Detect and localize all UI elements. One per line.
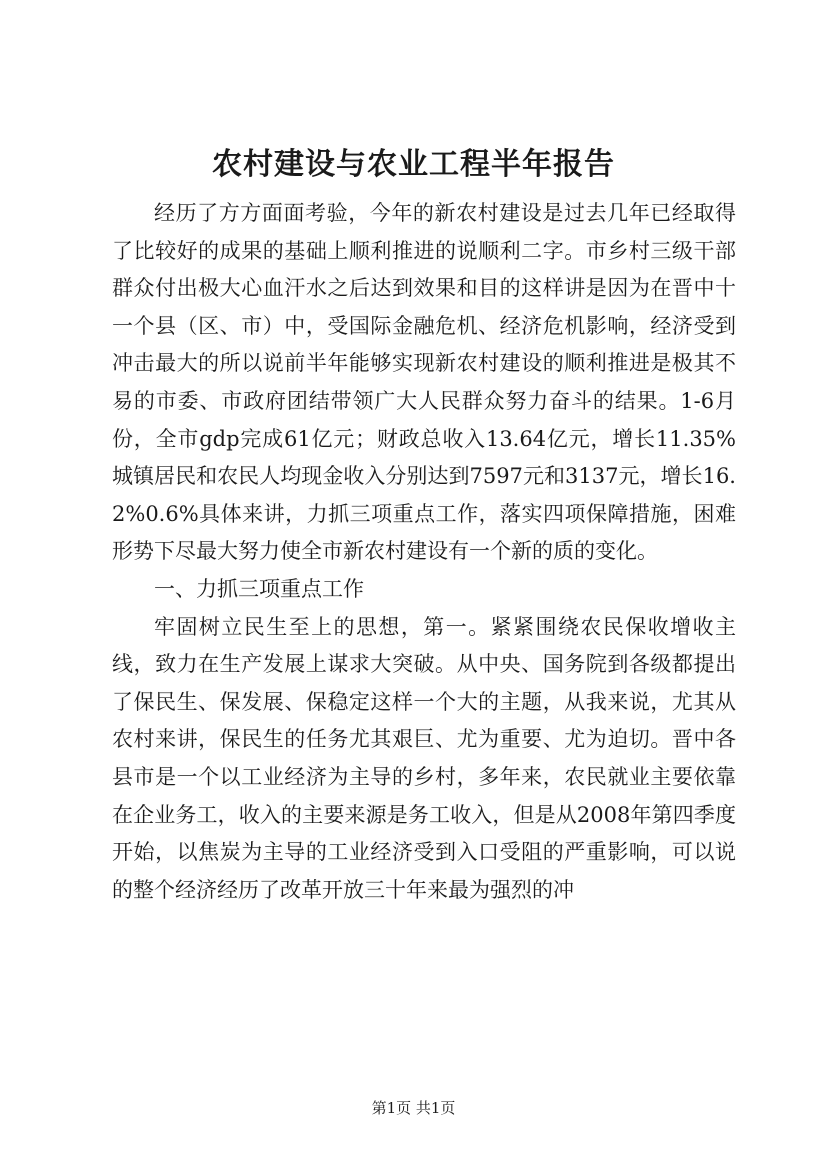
document-title: 农村建设与农业工程半年报告 [212, 147, 615, 182]
section-heading: 一、力抓三项重点工作 [154, 576, 364, 601]
paragraph-first-task: 牢固树立民生至上的思想，第一。紧紧围绕农民保收增收主线，致力在生产发展上谋求大突破。从中央、国务院到各级都提出了保民生、保发展、保稳定这样一个大的主题，从我来说，尤其从农村来讲，保民生的任务尤其艰巨、尤为重要、尤为迫切。晋中各县市是一个以工业经济为主导的乡村，多年来，农民就业主要依靠在企业务工，收入的主要来源是务工收入，但是从2008年第四季度开始，以焦炭为主导的工业经济受到入口受阻的严重影响，可以说的整个经济经历了改革开放三十年来最为强烈的冲 [112, 614, 736, 902]
paragraph-intro: 经历了方方面面考验，今年的新农村建设是过去几年已经取得了比较好的成果的基础上顺利推进的说顺利二字。市乡村三级干部群众付出极大心血汗水之后达到效果和目的这样讲是因为在晋中十一个县（区、市）中，受国际金融危机、经济危机影响，经济受到冲击最大的所以说前半年能够实现新农村建设的顺利推进是极其不易的市委、市政府团结带领广大人民群众努力奋斗的结果。1-6月份，全市gdp完成61亿元；财政总收入13.64亿元，增长11.35%城镇居民和农民人均现金收入分别达到7597元和3137元，增长16.2%0.6%具体来讲，力抓三项重点工作，落实四项保障措施，困难形势下尽最大努力使全市新农村建设有一个新的质的变化。 [112, 201, 736, 564]
document-body [112, 195, 736, 909]
page-footer: 第1页 共1页 [371, 1099, 456, 1117]
